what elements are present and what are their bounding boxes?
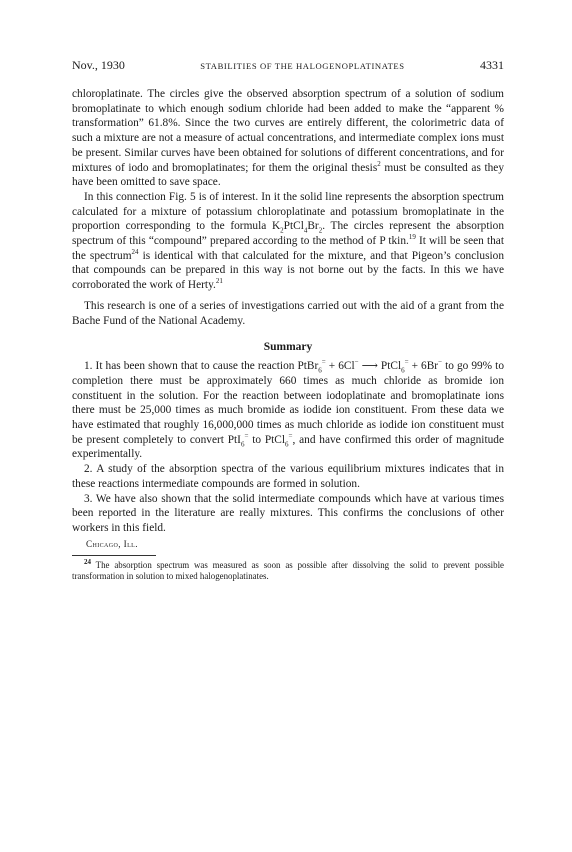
paper-page	[72, 58, 504, 583]
footnote-rule	[72, 555, 156, 556]
paragraph-2: In this connection Fig. 5 is of interest. In it the solid line represents the absorption spectrum calculated for a mixture of potassium chloroplatinate and potassium bromoplatinate in the proportion corresponding to the formula $K_2PtCl_4Br_2$. The circles represent the absorption spectrum of this “compound” prepared according to the method of P tkin.$^{19}$ It will be seen that the spectrum$^{24}$ is identical with that calculated for the mixture, and that Pigeon’s conclusion that compounds can be prepared in this way is not borne out by the facts. In this we have corroborated the work of Herty.$^{21}$	[72, 190, 504, 292]
summary-item-2: 2. A study of the absorption spectra of the various equilibrium mixtures indicates that in these reactions intermediate compounds are formed in solution.	[72, 463, 504, 490]
footnote-24: $^{24}$ The absorption spectrum was measured as soon as possible after dissolving the solid to prevent possible transformation in solution to mixed halogenoplatinates.	[72, 557, 504, 582]
page-number: 4331	[479, 58, 504, 72]
signature-location: Chicago, Ill.	[86, 538, 138, 549]
summary-heading: Summary	[263, 341, 313, 354]
paragraph-3: This research is one of a series of investigations carried out with the aid of a grant from the Bache Fund of the National Academy.	[72, 299, 504, 327]
header-date: Nov., 1930	[72, 58, 125, 72]
running-header	[72, 58, 504, 73]
header-title: STABILITIES OF THE HALOGENOPLATINATES	[200, 61, 405, 71]
summary-item-3: 3. We have also shown that the solid intermediate compounds which have at various times been reported in the literature are really mixtures. This confirms the conclusions of other workers in this field.	[72, 492, 504, 534]
summary-item-1: 1. It has been shown that to cause the reaction PtBr$_6$= + 6Cl− ⟶ PtCl$_6$= + 6Br− to go 99% to completion there must be approximately 660 times as much chloride as bromide ion constituent in the solution. For the reaction between iodoplatinate and bromoplatinate ions there must be 25,000 times as much bromide as iodide ion constituent. From these data we have estimated that roughly 16,000,000 times as much chloride as iodide ion constituent must be present completely to convert PtI$_6$= to PtCl$_6$=, and have confirmed this order of magnitude experimentally.	[72, 358, 504, 461]
paragraph-1: chloroplatinate. The circles give the observed absorption spectrum of a solution of sodium bromoplatinate to which enough sodium chloride had been added to make the “apparent % transformation” 61.8%. Since the two curves are entirely different, the colorimetric data of such a mixture are not a measure of actual concentrations, and intermediate complex ions must be present. Similar curves have been obtained for solutions of different concentrations, and for mixtures of iodo and bromoplatinates; for them the original thesis$^2$ must be consulted as they have been omitted to save space.	[72, 88, 504, 189]
